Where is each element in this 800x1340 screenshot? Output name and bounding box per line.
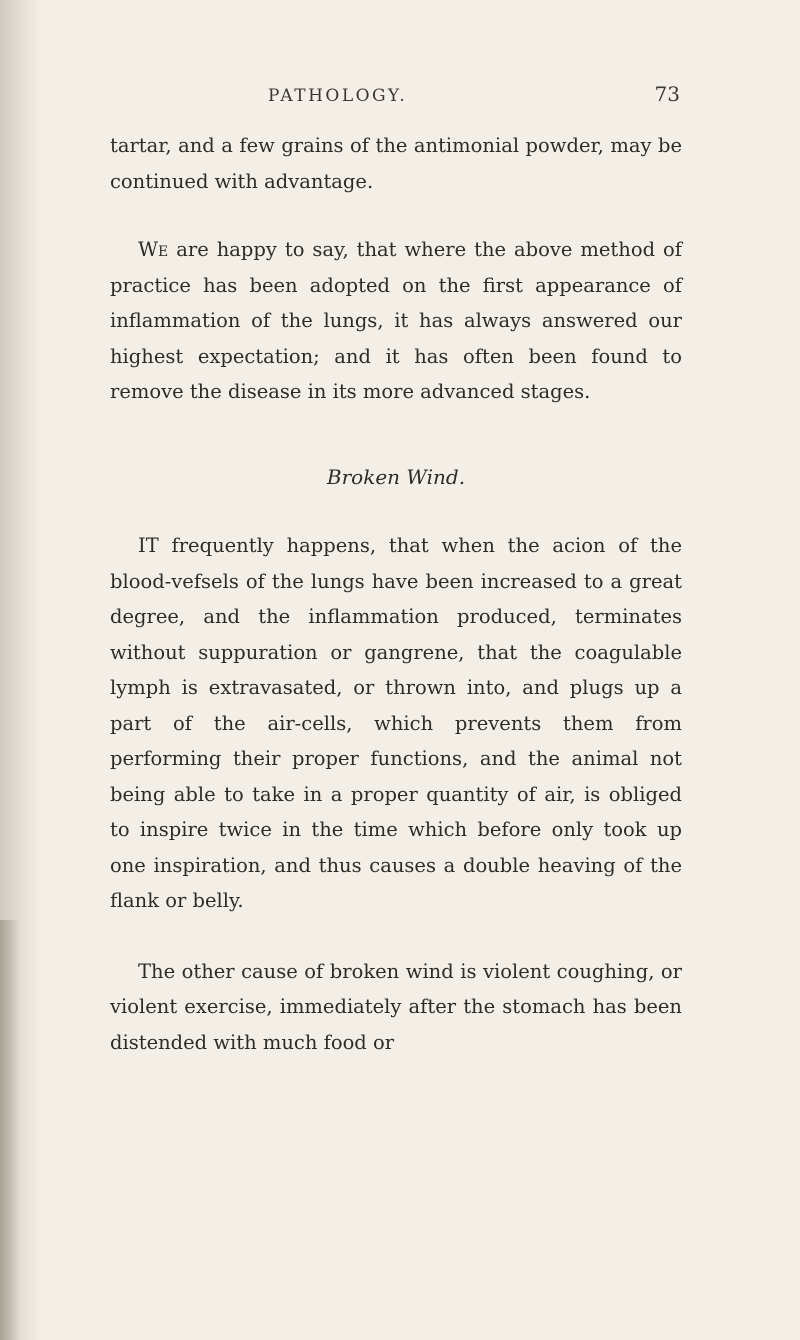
paragraph-broken-wind: IT frequently happens, that when the acion of the blood-vefsels of the lungs have been increased to a great degree, and the inflammation produced, terminates without suppuration or gangrene, that the coagulable lymph is extravasated, or thrown into, and plugs up a part of the air-cells, which prevents them from performing their proper functions, and the animal not being able to take in a proper quantity of air, is obliged to inspire twice in the time which before only took up one inspiration, and thus causes a double heaving of the flank or belly.: [110, 534, 682, 912]
paragraph-text: are happy to say, that where the above method of practice has been adopted on the first appearance of inflammation of the lungs, it has always answered our highest expectation; and it has often been found to remove the disease in its more advanced stages.: [110, 238, 682, 403]
page-header: [110, 82, 680, 112]
page-body: [110, 128, 682, 1060]
page-edge-shadow-bottom: [0, 920, 20, 1340]
paragraph-continuation: tartar, and a few grains of the antimonial powder, may be continued with advantage.: [110, 134, 682, 193]
running-head: PATHOLOGY.: [268, 86, 408, 106]
page-number: 73: [654, 82, 680, 106]
paragraph-happy-to-say: [110, 232, 682, 410]
paragraph-other-cause: The other cause of broken wind is violent coughing, or violent exercise, immediately after the stomach has been distended with much food or: [110, 959, 682, 1054]
section-title: Broken Wind.: [326, 464, 466, 489]
paragraph-lead-word: We: [138, 238, 169, 261]
